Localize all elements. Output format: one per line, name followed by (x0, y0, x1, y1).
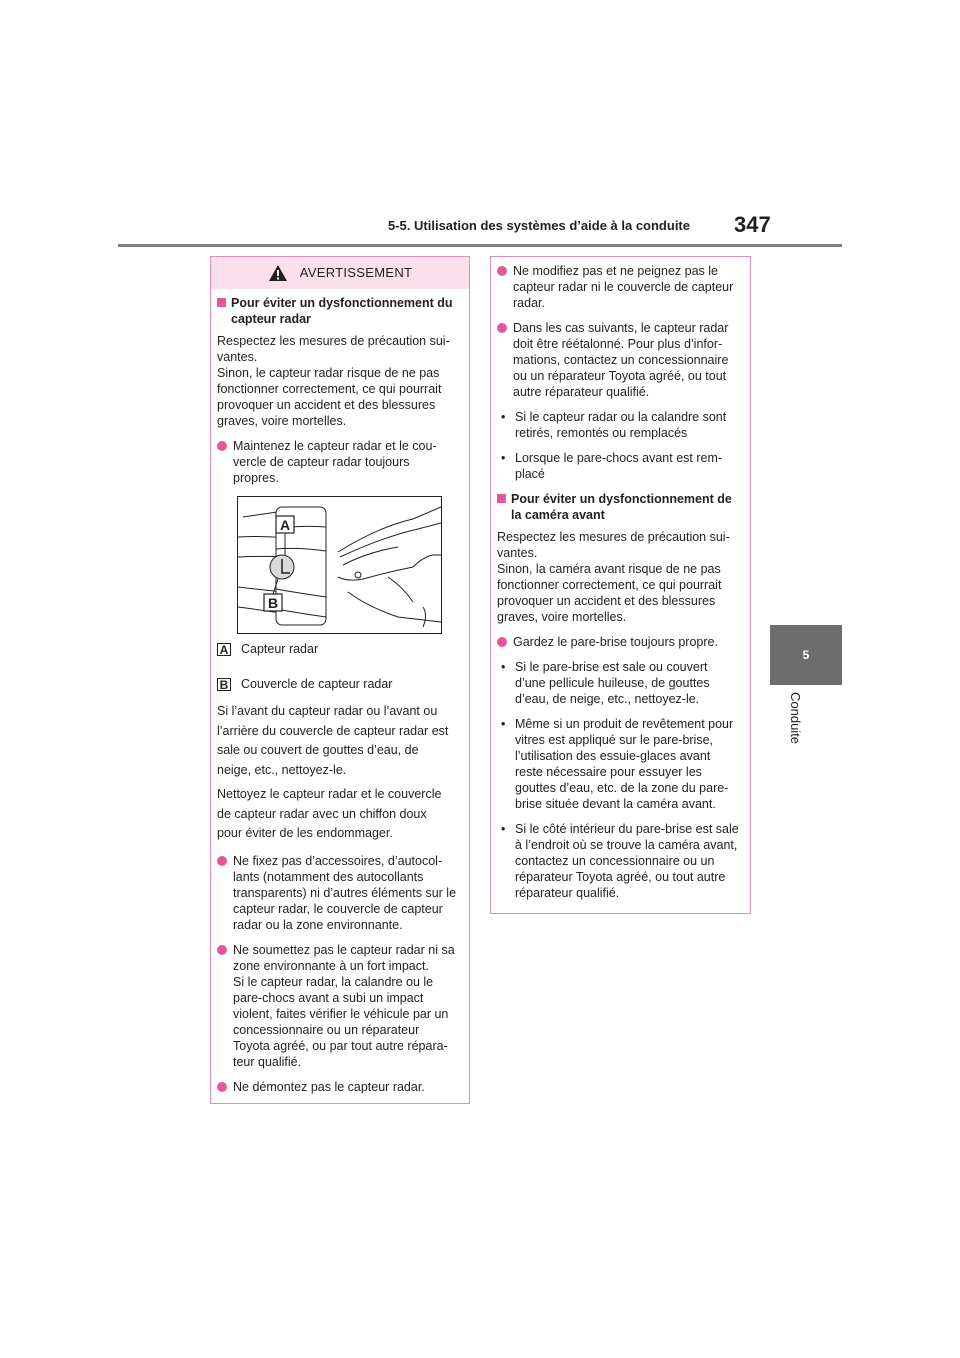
sub-bullet-marker: • (501, 660, 506, 674)
sub-bullet-text: Si le côté intérieur du pare-brise est sale à l’endroit où se trouve la caméra avant, contactez un concessionnaire ou un réparateur Toyota agréé, ou tout autre réparateur qualifié. (515, 822, 739, 900)
list-item (217, 942, 463, 1070)
radar-heading-text: Pour éviter un dysfonctionnement du capteur radar (231, 296, 453, 326)
sub-list-item (497, 409, 744, 441)
legend-key-b: B (217, 678, 231, 691)
warning-box-left (210, 256, 470, 1104)
dot-bullet-icon (217, 945, 227, 955)
legend-item-a (217, 641, 463, 657)
sub-list-item (497, 659, 744, 707)
radar-intro: Respectez les mesures de précaution sui- vantes. Sinon, le capteur radar risque de ne pas fonctionner correctement, ce qui pourrait provoquer un accident et des blessures graves, voire mortelles. (217, 334, 450, 428)
chapter-tab (770, 625, 842, 685)
callout-a-label: A (279, 517, 291, 533)
warning-box-right (490, 256, 751, 914)
bullet-text: Ne modifiez pas et ne peignez pas le capteur radar ni le couvercle de capteur radar. (513, 264, 734, 310)
list-item (497, 320, 744, 400)
list-item (217, 1079, 463, 1095)
header-rule (118, 244, 842, 247)
warning-title: AVERTISSEMENT (299, 265, 413, 280)
callout-b-label: B (267, 595, 279, 611)
page-number: 347 (734, 212, 771, 237)
legend-key-a: A (217, 643, 231, 656)
camera-heading (497, 491, 744, 523)
dot-bullet-icon (497, 323, 507, 333)
sub-bullet-marker: • (501, 717, 506, 731)
camera-intro: Respectez les mesures de précaution sui- vantes. Sinon, la caméra avant risque de ne pas fonctionner correctement, ce qui pourrait provoquer un accident et des blessures graves, voire mortelles. (497, 530, 730, 624)
bullet-text: Gardez le pare-brise toujours propre. (513, 635, 718, 649)
legend-item-b (217, 676, 463, 692)
dot-bullet-icon (217, 441, 227, 451)
legend-text-b: Couvercle de capteur radar (241, 677, 393, 691)
warning-header (211, 257, 469, 289)
sub-bullet-marker: • (501, 451, 506, 465)
sub-bullet-text: Si le pare-brise est sale ou couvert d’une pellicule huileuse, de gouttes d’eau, de neige, etc., nettoyez-le. (515, 660, 710, 706)
square-bullet-icon (497, 494, 506, 503)
square-bullet-icon (217, 298, 226, 307)
radar-sensor-illustration (237, 496, 442, 634)
section-title: 5-5. Utilisation des systèmes d’aide à la conduite (388, 218, 690, 233)
sub-bullet-marker: • (501, 822, 506, 836)
bullet-text: Dans les cas suivants, le capteur radar doit être réétalonné. Pour plus d’infor- mations, contactez un concessionnaire ou un réparateur Toyota agréé, ou tout autre réparateur qualifié. (513, 321, 729, 399)
radar-heading (217, 295, 463, 327)
bullet-text: Ne fixez pas d’accessoires, d’autocol- lants (notamment des autocollants transparents) ni d’autres éléments sur le capteur radar, le couvercle de capteur radar ou la zone environnante. (233, 853, 457, 932)
sub-list-item (497, 450, 744, 482)
sub-list-item (497, 821, 744, 901)
list-item (497, 634, 744, 650)
dot-bullet-icon (217, 856, 227, 866)
chapter-label: Conduite (788, 692, 803, 745)
camera-heading-text: Pour éviter un dysfonctionnement de la caméra avant (511, 492, 732, 522)
bullet-text: Ne soumettez pas le capteur radar ni sa zone environnante à un fort impact. Si le capteur radar, la calandre ou le pare-chocs avant a subi un impact violent, faites vérifier le véhicule par un concessionnaire ou un réparateur Toyota agréé, ou par tout autre répara- teur qualifié. (233, 942, 455, 1069)
legend-text-a: Capteur radar (241, 642, 319, 656)
sub-bullet-text: Lorsque le pare-chocs avant est rem- placé (515, 451, 723, 481)
list-item (217, 438, 463, 486)
sub-bullet-marker: • (501, 410, 506, 424)
list-item (217, 853, 463, 933)
car-front-illustration (238, 497, 441, 633)
bullet-text: Ne démontez pas le capteur radar. (233, 1079, 425, 1094)
bullet-text: Maintenez le capteur radar et le cou- vercle de capteur radar toujours propres. (233, 439, 437, 485)
chapter-number: 5 (802, 648, 810, 662)
list-item (497, 263, 744, 311)
cleaning-paragraph-1: Si l’avant du capteur radar ou l’avant ou l’arrière du couvercle de capteur radar est sale ou couvert de gouttes d’eau, de neige, etc., nettoyez-le. (217, 704, 449, 777)
sub-bullet-text: Même si un produit de revêtement pour vitres est appliqué sur le pare-brise, l’utilisation des essuie-glaces avant reste nécessaire pour essuyer les gouttes d’eau, etc. de la zone du pare- brise située devant la caméra avant. (515, 717, 734, 811)
dot-bullet-icon (217, 1082, 227, 1092)
cleaning-paragraph-2: Nettoyez le capteur radar et le couvercle de capteur radar avec un chiffon doux pour éviter de les endommager. (217, 787, 442, 840)
dot-bullet-icon (497, 637, 507, 647)
sub-bullet-text: Si le capteur radar ou la calandre sont retirés, remontés ou remplacés (515, 410, 727, 440)
warning-triangle-icon (268, 264, 288, 282)
dot-bullet-icon (497, 266, 507, 276)
sub-list-item (497, 716, 744, 812)
